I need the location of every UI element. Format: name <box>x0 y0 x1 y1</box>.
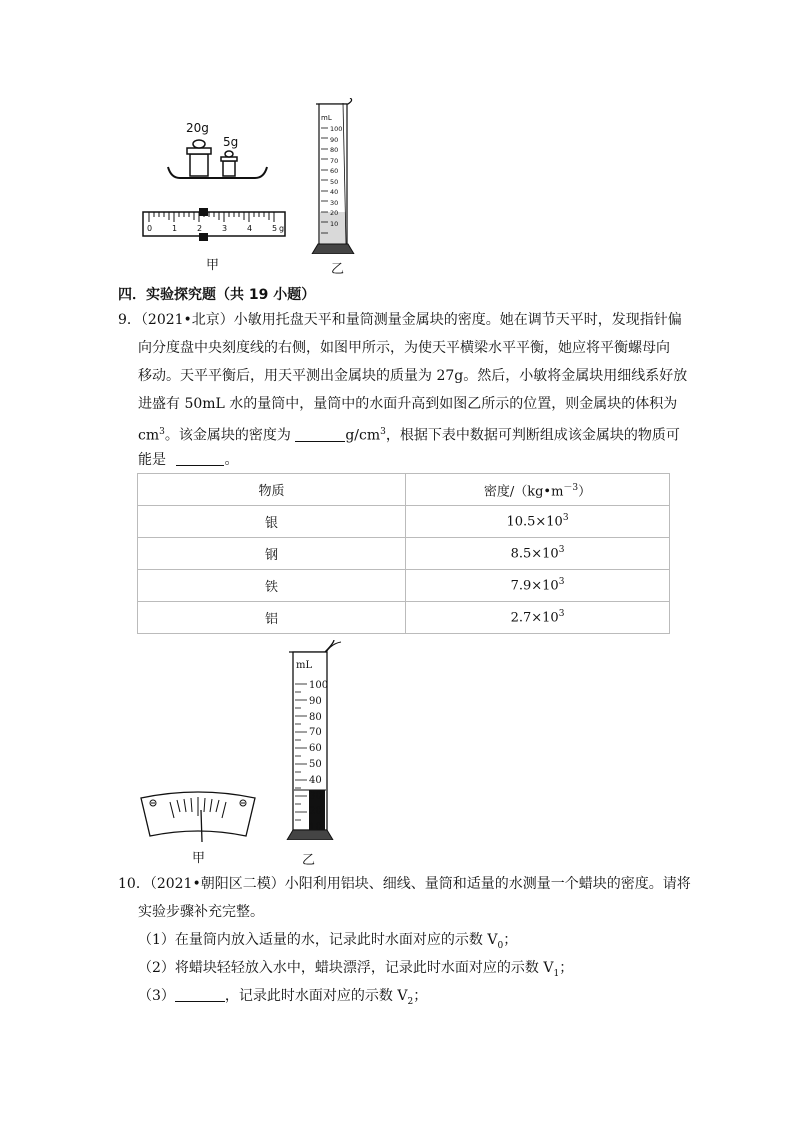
scale-number: 2 <box>197 224 203 233</box>
figure-label-yi-top: 乙 <box>331 262 345 277</box>
step-3-answer-blank[interactable] <box>175 985 225 1002</box>
cylinder-tick: 70 <box>309 727 322 739</box>
q9-line-2: 向分度盘中央刻度线的右侧，如图甲所示，为使天平横梁水平平衡，她应将平衡螺母向 <box>138 340 670 356</box>
q10-step-3-number: （3） <box>138 988 175 1004</box>
scale-numbers <box>143 224 293 236</box>
substance-answer-blank[interactable] <box>176 449 224 466</box>
substance-cell: 钢 <box>138 538 406 570</box>
subscript: 2 <box>407 996 414 1007</box>
header-density-close: ） <box>578 484 592 500</box>
cylinder-tick: 10 <box>330 219 339 228</box>
q9-density-prompt: 。该金属块的密度为 <box>164 427 291 444</box>
unit-g-per-cm: g/cm <box>345 427 381 444</box>
balance-pan-diagram <box>135 110 295 270</box>
weight-label-5g: 5g <box>223 135 239 149</box>
density-cell-exponent: 3 <box>558 577 565 588</box>
density-cell <box>406 538 670 570</box>
exponent: 3 <box>380 427 386 437</box>
unit-cm: cm <box>138 427 160 444</box>
q9-line-3: 移动。天平平衡后，用天平测出金属块的质量为 27g。然后，小敏将金属块用细线系好放 <box>138 368 688 384</box>
figure-balance-top <box>135 110 295 270</box>
subscript: 1 <box>553 968 560 979</box>
density-cell-value: 7.9×10 <box>510 578 559 594</box>
density-cell-value: 2.7×10 <box>510 610 559 626</box>
table-header-row <box>138 474 670 506</box>
scale-number: 5 <box>272 224 278 233</box>
subscript: 0 <box>497 940 504 951</box>
balance-dial-figure <box>138 790 258 842</box>
table-row <box>138 602 670 634</box>
cylinder-tick: 80 <box>330 146 339 154</box>
table-row <box>138 506 670 538</box>
cylinder-tick: 10 <box>309 822 322 834</box>
figure-label-yi-mid: 乙 <box>302 853 316 868</box>
q10-line-2: 实验步骤补充完整。 <box>138 904 264 920</box>
q10-line-1: 10．（2021•朝阳区二模）小阳利用铝块、细线、量筒和适量的水测量一个蜡块的密度。请将 <box>118 876 691 892</box>
q9-substance-prompt: ，根据下表中数据可判断组成该金属块的物质可 <box>385 427 680 444</box>
substance-cell: 铝 <box>138 602 406 634</box>
density-cell-exponent: 3 <box>558 609 565 620</box>
cylinder-tick: 30 <box>309 790 322 802</box>
q9-line-6 <box>138 446 238 474</box>
cylinder-tick: 70 <box>330 156 339 165</box>
exponent: 3 <box>159 427 165 437</box>
table-row <box>138 570 670 602</box>
density-cell-exponent: 3 <box>562 513 569 524</box>
header-density <box>406 474 670 506</box>
cylinder-ticks-top <box>330 124 346 229</box>
density-cell <box>406 506 670 538</box>
weight-label-20g: 20g <box>186 121 209 135</box>
q10-step-1-text: （1）在量筒内放入适量的水，记录此时水面对应的示数 V <box>138 932 498 948</box>
density-cell <box>406 602 670 634</box>
q9-line-1: 9．（2021•北京）小敏用托盘天平和量筒测量金属块的密度。她在调节天平时，发现指针偏 <box>118 312 682 328</box>
density-cell-exponent: 3 <box>558 545 565 556</box>
header-substance: 物质 <box>138 474 406 506</box>
semicolon: ； <box>559 960 574 976</box>
density-table <box>137 473 670 634</box>
q10-step-3-text: ，记录此时水面对应的示数 V <box>224 988 408 1004</box>
cylinder-tick: 30 <box>330 198 339 207</box>
header-density-label: 密度/（kg•m <box>483 484 564 500</box>
cylinder-tick: 20 <box>309 806 322 818</box>
weight-5g <box>223 161 235 176</box>
cylinder-tick: 60 <box>330 167 339 175</box>
q10-step-2-text: （2）将蜡块轻轻放入水中，蜡块漂浮，记录此时水面对应的示数 V <box>138 960 554 976</box>
cylinder-tick: 100 <box>309 680 329 691</box>
cylinder-tick: 100 <box>330 125 343 133</box>
q10-step-3 <box>138 982 427 1016</box>
density-cell-value: 8.5×10 <box>510 546 559 562</box>
cylinder-unit-top: mL <box>321 114 332 122</box>
table-row <box>138 538 670 570</box>
cylinder-tick: 40 <box>330 188 339 196</box>
cylinder-tick: 40 <box>309 774 322 786</box>
substance-cell: 银 <box>138 506 406 538</box>
q9-line-4: 进盛有 50mL 水的量筒中，量筒中的水面升高到如图乙所示的位置，则金属块的体积为 <box>138 396 678 412</box>
scale-number: 3 <box>222 224 228 233</box>
section-title: 四．实验探究题（共 19 小题） <box>118 287 316 303</box>
cylinder-tick: 50 <box>330 177 339 186</box>
figure-label-jia-mid: 甲 <box>192 851 206 866</box>
scale-number: 4 <box>247 224 253 233</box>
rider-top <box>199 208 208 216</box>
semicolon: ； <box>413 988 428 1004</box>
density-cell-value: 10.5×10 <box>506 514 563 530</box>
cylinder-tick: 50 <box>309 758 322 770</box>
semicolon: ； <box>503 932 518 948</box>
scale-number: 0 <box>147 224 153 233</box>
cylinder-ticks-mid <box>309 678 329 836</box>
cylinder-tick: 90 <box>330 135 339 144</box>
figure-label-jia-top: 甲 <box>206 258 220 273</box>
header-density-exponent: －3 <box>563 482 579 493</box>
cylinder-tick: 60 <box>309 743 322 755</box>
balance-dial <box>138 790 258 842</box>
density-answer-blank[interactable] <box>295 425 345 442</box>
weight-20g <box>190 154 208 176</box>
substance-cell: 铁 <box>138 570 406 602</box>
cylinder-tick: 80 <box>309 711 322 723</box>
period: 。 <box>224 452 239 468</box>
scale-number: 1 <box>172 224 178 233</box>
cylinder-tick: 20 <box>330 209 339 217</box>
q9-line-5 <box>138 418 680 450</box>
density-cell <box>406 570 670 602</box>
q9-may-be: 能是 <box>138 452 166 468</box>
cylinder-unit-mid: mL <box>296 660 313 671</box>
cylinder-tick: 90 <box>309 695 322 707</box>
scale-unit: g <box>279 224 285 233</box>
